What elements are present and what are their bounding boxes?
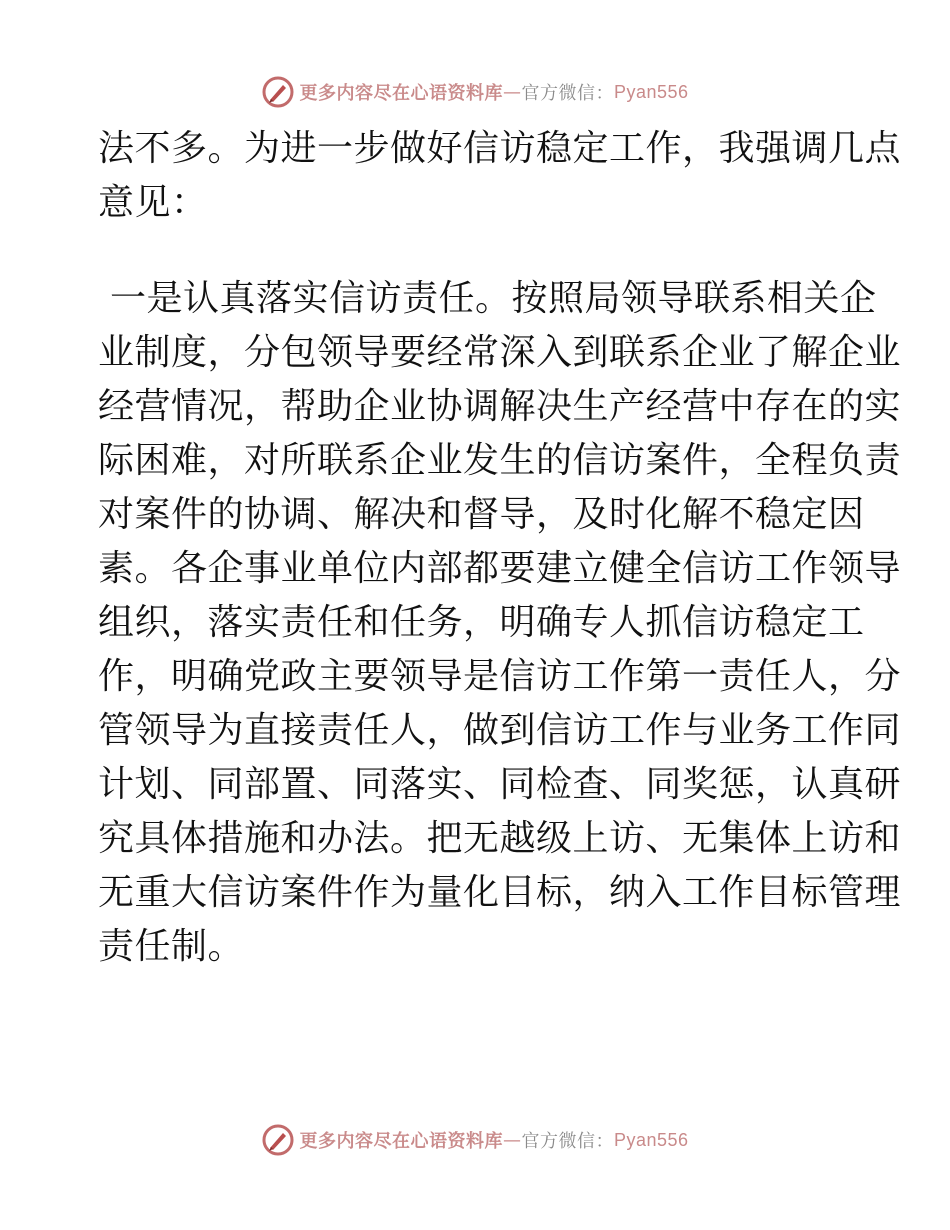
paragraph-2 <box>98 272 902 974</box>
watermark-label: 官方微信： <box>521 1131 614 1152</box>
text-line: 意见： <box>98 182 208 223</box>
text-line: 际困难，对所联系企业发生的信访案件，全程负责 <box>98 440 902 481</box>
pen-logo-icon <box>261 1123 295 1157</box>
text-line: 计划、同部置、同落实、同检查、同奖惩，认真研 <box>98 764 902 805</box>
text-line: 一是认真落实信访责任。按照局领导联系相关企 <box>98 278 877 319</box>
text-line: 经营情况，帮助企业协调解决生产经营中存在的实 <box>98 386 902 427</box>
document-body <box>98 122 902 974</box>
watermark-dash: — <box>502 81 522 103</box>
watermark-id: Pyan556 <box>613 81 689 102</box>
header-watermark <box>0 72 950 112</box>
text-line: 法不多。为进一步做好信访稳定工作，我强调几点 <box>98 128 902 169</box>
text-line: 素。各企事业单位内部都要建立健全信访工作领导 <box>98 548 902 589</box>
paragraph-gap <box>98 230 853 272</box>
watermark-brand: 更多内容尽在心语资料库 <box>299 1131 503 1152</box>
text-line: 作，明确党政主要领导是信访工作第一责任人，分 <box>98 656 902 697</box>
pen-logo-icon <box>261 75 295 109</box>
text-line: 究具体措施和办法。把无越级上访、无集体上访和 <box>98 818 902 859</box>
paragraph-1 <box>98 122 902 230</box>
watermark-label: 官方微信： <box>521 83 614 104</box>
text-line: 对案件的协调、解决和督导，及时化解不稳定因 <box>98 494 865 535</box>
text-line: 组织，落实责任和任务，明确专人抓信访稳定工 <box>98 602 865 643</box>
watermark-brand: 更多内容尽在心语资料库 <box>299 83 503 104</box>
text-line: 责任制。 <box>98 926 245 967</box>
text-line: 无重大信访案件作为量化目标，纳入工作目标管理 <box>98 872 902 913</box>
footer-watermark <box>0 1120 950 1160</box>
text-line: 业制度，分包领导要经常深入到联系企业了解企业 <box>98 332 902 373</box>
watermark-id: Pyan556 <box>613 1129 689 1150</box>
watermark-dash: — <box>502 1129 522 1151</box>
text-line: 管领导为直接责任人，做到信访工作与业务工作同 <box>98 710 902 751</box>
